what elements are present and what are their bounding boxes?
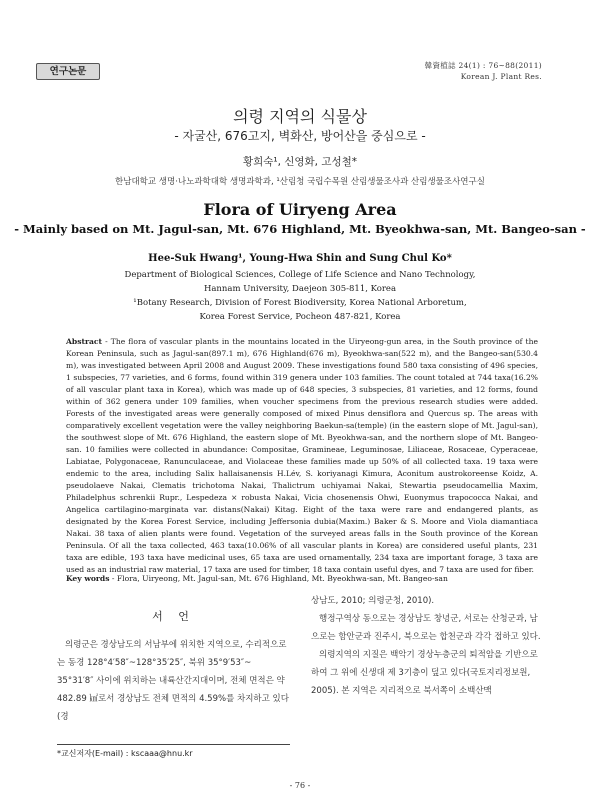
- footnote-divider: [57, 744, 290, 745]
- english-authors: Hee-Suk Hwang¹, Young-Hwa Shin and Sung Chul Ko*: [148, 253, 452, 264]
- abstract-text: - The flora of vascular plants in the mountains located in the Uiryeong-gun area, in the South province of the Korean Peninsula, such as Jagul-san(897.1 m), 676 Highland(676 m), Byeokhwa-san(522 m), and the Bangeo-san(530.4 m), was investigated between April 2008 and August 2009. These investigations found 580 taxa consisting of 496 species, 1 subspecies, 77 varieties, and 6 forms, found within 319 genera under 103 families. The count totaled at 744 taxa(16.2% of all vascular plant taxa in Korea), which was made up of 648 species, 3 subspecies, 81 varieties, and 12 forms, found within of 362 genera under 109 families, when voucher specimens from the previous research studies were added. Forests of the investigated areas were generally composed of mixed Pinus densiflora and Quercus sp. The areas with comparatively excellent vegetation were the valley neighboring Baekun-sa(temple) (in the eastern slope of Mt. Jagul-san), the southwest slope of Mt. 676 Highland, the eastern slope of Mt. Byeokhwa-san, and the northern slope of Mt. Bangeo-san. 10 families were collected in abundance: Compositae, Gramineae, Leguminosae, Liliaceae, Rosaceae, Cyperaceae, Labiatae, Polygonaceae, Ranunculaceae, and Violaceae these families made up 50% of all collected taxa. 19 taxa were endemic to the area, including Salix hallaisanensis H.Lév, S. koriyanagi Kimura, Aconitum austrokoreense Koidz, A. pseudolaeve Nakai, Clematis trichotoma Nakai, Thalictrum uchiyamai Nakai, Stewartia pseudocamellia Maxim, Philadelphus schrenkii Rupr., Lespedeza × robusta Nakai, Vicia chosenensis Ohwi, Euonymus trapococca Nakai, and Angelica cartilagino-marginata var. distans(Nakai) Kitag. Eight of the taxa were rare and endangered plants, as designated by the Korea Forest Service, including Jeffersonia dubia(Maxim.) Baker & S. Moore and Viola diamantiaca Nakai. 38 taxa of alien plants were found. Vegetation of the surveyed areas falls in the South province of the Korean Peninsula. Of all the taxa collected, 463 taxa(10.06% of all vascular plants in Korea) are considered useful plants, 231 taxa are edible, 193 taxa have medicinal uses, 65 taxa are used ornamentally, 234 taxa are important forage, 3 taxa are used as an industrial raw material, 17 taxa are used for timber, 18 taxa contain useful dyes, and 7 taxa are used for fiber.: [66, 337, 538, 574]
- section-heading: 서 언: [152, 610, 195, 623]
- journal-name: Korean J. Plant Res.: [460, 72, 542, 81]
- abstract-label: Abstract: [66, 337, 103, 346]
- affiliation-line: Korea Forest Service, Pocheon 487-821, Korea: [199, 312, 401, 322]
- english-affiliation: [0, 268, 600, 324]
- paragraph: 의령지역의 지질은 백악기 경상누층군의 퇴적암을 기반으로 하여 그 위에 신생대 제 3기층이 덮고 있다(국토지리정보원, 2005). 본 지역은 지리적으로 북서쪽이 소백산맥: [311, 650, 538, 696]
- affiliation-line: Department of Biological Sciences, College of Life Science and Nano Technology,: [124, 270, 476, 280]
- keywords-text: - Flora, Uiryeong, Mt. Jagul-san, Mt. 676 Highland, Mt. Byeokhwa-san, Mt. Bangeo-san: [109, 574, 448, 583]
- journal-citation: 韓資植誌 24(1) : 76~88(2011): [424, 61, 542, 70]
- journal-header: [425, 60, 542, 82]
- paragraph: 상남도, 2010; 의령군청, 2010).: [311, 596, 435, 606]
- english-subtitle: - Mainly based on Mt. Jagul-san, Mt. 676 Highland, Mt. Byeokhwa-san, Mt. Bangeo-san -: [14, 222, 586, 236]
- paragraph: 의령군은 경상남도의 서남부에 위치한 지역으로, 수리적으로는 동경 128°4′58″~128°35′25″, 북위 35°9′53″~ 35°31′8″ 사이에 위치하는 내륙산간지대이며, 전체 면적은 약 482.89 ㎢로서 경상남도 전체 면적의 4.59%를 차지하고 있다(경: [57, 640, 289, 722]
- affiliation-line: ¹Botany Research, Division of Forest Biodiversity, Korea National Arboretum,: [133, 298, 467, 308]
- body-right-column: [311, 592, 543, 700]
- korean-authors: 황희숙¹, 신영화, 고성철*: [242, 156, 358, 168]
- affiliation-line: Hannam University, Daejeon 305-811, Korea: [203, 284, 397, 294]
- keywords-label: Key words: [66, 574, 110, 583]
- korean-affiliation: 한남대학교 생명·나노과학대학 생명과학과, ¹산림청 국립수목원 산림생물조사과 산림생물조사연구실: [115, 177, 485, 187]
- page-number: - 76 -: [289, 781, 311, 790]
- corresponding-author-footnote: *교신저자(E-mail) : kscaaa@hnu.kr: [57, 749, 193, 758]
- english-title: Flora of Uiryeng Area: [203, 200, 397, 219]
- korean-subtitle: - 자굴산, 676고지, 벽화산, 방어산을 중심으로 -: [174, 129, 426, 143]
- keywords: [66, 574, 546, 583]
- abstract: [66, 336, 538, 576]
- paragraph: 행정구역상 동으로는 경상남도 창녕군, 서로는 산청군과, 남으로는 함안군과 진주시, 북으로는 합천군과 각각 접하고 있다.: [311, 614, 541, 642]
- body-left-column: [57, 636, 290, 726]
- article-type-badge: 연구논문: [36, 63, 100, 80]
- korean-title: 의령 지역의 식물상: [233, 107, 367, 126]
